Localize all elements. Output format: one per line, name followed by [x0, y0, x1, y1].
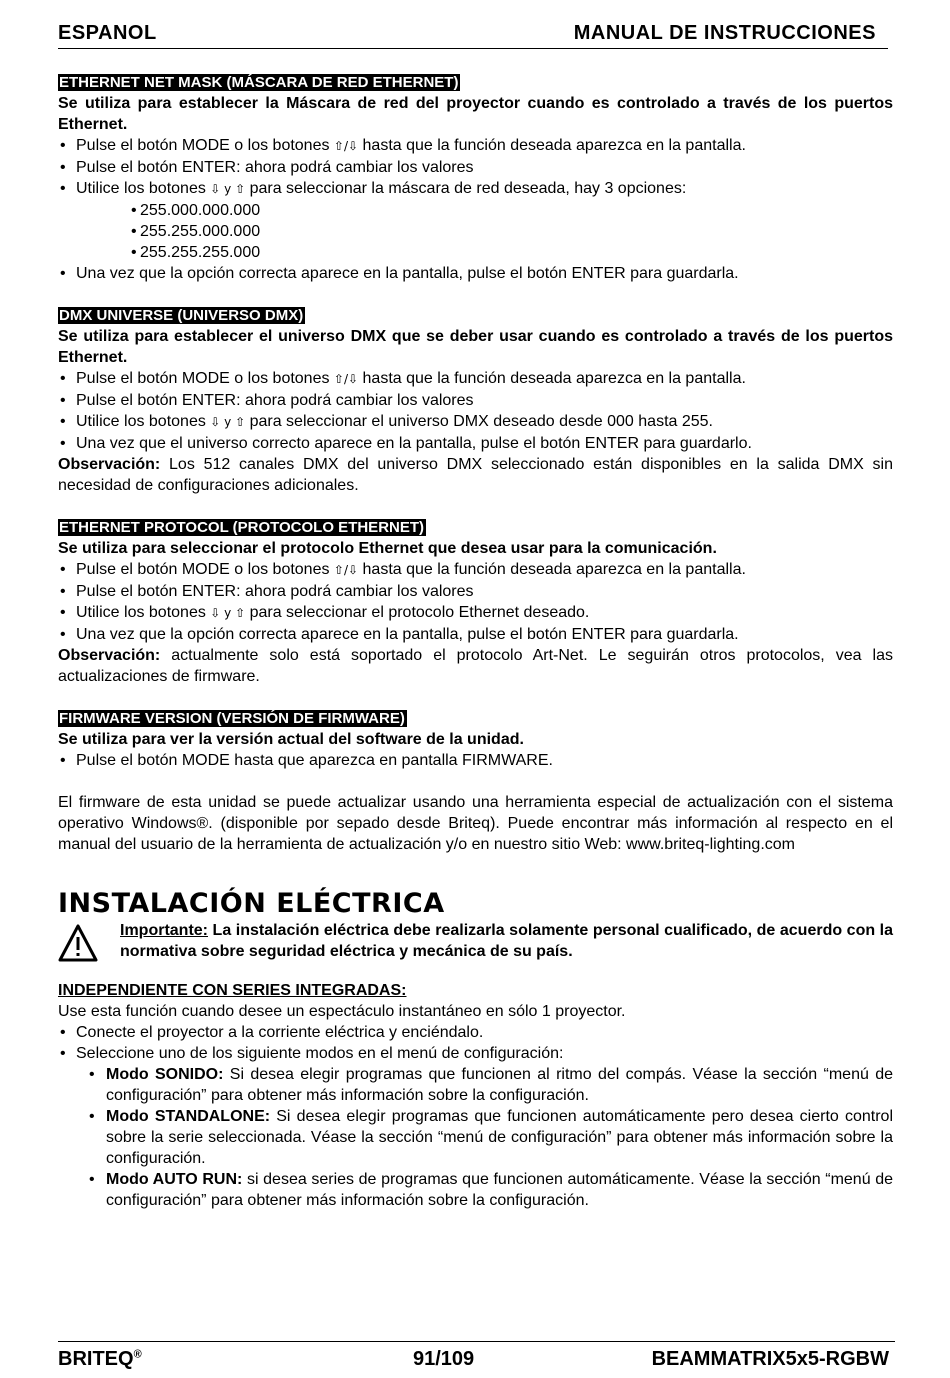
subsection-title: INDEPENDIENTE CON SERIES INTEGRADAS: — [58, 982, 407, 999]
list-item: • 255.255.255.000 — [131, 242, 893, 263]
list-item: • Pulse el botón ENTER: ahora podrá cambiar los valores — [58, 581, 893, 602]
firmware-paragraph: El firmware de esta unidad se puede actualizar usando una herramienta especial de actualización con el sistema operativo Windows®. (disponible por sepado desde Briteq). Puede encontrar más información al respecto en el manual del usuario de la herramienta de actualización y/o en nuestro sitio Web: www.briteq-lighting.com — [58, 794, 893, 853]
bullet-list — [58, 368, 893, 454]
warning-label: Importante: — [120, 922, 208, 939]
section-title: DMX UNIVERSE (UNIVERSO DMX) — [59, 307, 304, 324]
bullet-list — [58, 750, 893, 771]
list-item: • Pulse el botón ENTER: ahora podrá cambiar los valores — [58, 157, 893, 178]
section-title: ETHERNET PROTOCOL (PROTOCOLO ETHERNET) — [59, 519, 425, 536]
arrow-down-up-icon: ⇩ y ⇧ — [210, 415, 246, 429]
list-item: • Conecte el proyector a la corriente eléctrica y enciéndalo. — [58, 1022, 893, 1043]
section-intro: Se utiliza para establecer la Máscara de red del proyector cuando es controlado a través de los puertos Ethernet. — [58, 95, 893, 133]
mode-item: • Modo SONIDO: Si desea elegir programas que funcionen al ritmo del compás. Véase la sección “menú de configuración” para obtener más información sobre la configuración. — [106, 1064, 893, 1106]
bullet-list — [58, 135, 893, 200]
section-intro: Se utiliza para establecer el universo DMX que se deber usar cuando es controlado a través de los puertos Ethernet. — [58, 328, 893, 366]
arrow-down-up-icon: ⇩ y ⇧ — [210, 182, 246, 196]
bullet-list — [58, 559, 893, 645]
chapter-heading: INSTALACIÓN ELÉCTRICA — [58, 888, 445, 919]
section-intro: Se utiliza para ver la versión actual del software de la unidad. — [58, 731, 524, 748]
arrow-up-down-icon: ⇧/⇩ — [333, 139, 359, 153]
section-dmx-universe — [58, 305, 893, 496]
list-item: • Utilice los botones ⇩ y ⇧ para seleccionar el protocolo Ethernet deseado. — [58, 602, 893, 624]
list-item: • Pulse el botón ENTER: ahora podrá cambiar los valores — [58, 390, 893, 411]
mask-options — [58, 200, 893, 263]
note-label: Observación: — [58, 647, 161, 664]
note-label: Observación: — [58, 456, 161, 473]
mode-list — [58, 1064, 893, 1211]
arrow-up-down-icon: ⇧/⇩ — [333, 372, 359, 386]
list-item: • Una vez que la opción correcta aparece en la pantalla, pulse el botón ENTER para guardarla. — [58, 263, 893, 284]
warning-triangle-icon — [58, 923, 98, 963]
mode-item: • Modo STANDALONE: Si desea elegir programas que funcionen automáticamente pero desea cierto control sobre la serie seleccionada. Véase la sección “menú de configuración” para obtener más información sobre la configuración. — [106, 1106, 893, 1169]
note: Observación: Los 512 canales DMX del universo DMX seleccionado están disponibles en la salida DMX sin necesidad de configuraciones adicionales. — [58, 456, 893, 494]
section-ethernet-protocol — [58, 517, 893, 687]
footer-model: BEAMMATRIX5x5-RGBW — [651, 1348, 889, 1370]
arrow-down-up-icon: ⇩ y ⇧ — [210, 606, 246, 620]
list-item: • Seleccione uno de los siguiente modos en el menú de configuración: — [58, 1043, 893, 1064]
arrow-up-down-icon: ⇧/⇩ — [333, 563, 359, 577]
subsection-intro: Use esta función cuando desee un espectáculo instantáneo en sólo 1 proyector. — [58, 1003, 626, 1020]
page-footer — [58, 1341, 895, 1372]
page-content — [58, 72, 893, 1211]
list-item: • Utilice los botones ⇩ y ⇧ para seleccionar el universo DMX deseado desde 000 hasta 255. — [58, 411, 893, 433]
list-item: • Pulse el botón MODE hasta que aparezca en pantalla FIRMWARE. — [58, 750, 893, 771]
section-intro: Se utiliza para seleccionar el protocolo Ethernet que desea usar para la comunicación. — [58, 540, 717, 557]
warning-text: Importante: La instalación eléctrica debe realizarla solamente personal cualificado, de acuerdo con la normativa sobre seguridad eléctrica y mecánica de su país. — [120, 922, 893, 960]
list-item: • Utilice los botones ⇩ y ⇧ para seleccionar la máscara de red deseada, hay 3 opciones: — [58, 178, 893, 200]
section-firmware-version — [58, 708, 893, 855]
section-net-mask — [58, 72, 893, 284]
section-electrical-installation — [58, 888, 893, 1211]
note: Observación: actualmente solo está soportado el protocolo Art-Net. Le seguirán otros protocolos, vea las actualizaciones de firmware. — [58, 647, 893, 685]
mode-item: • Modo AUTO RUN: si desea series de programas que funcionen automáticamente. Véase la sección “menú de configuración” para obtener más información sobre la configuración. — [106, 1169, 893, 1211]
list-item: • Pulse el botón MODE o los botones ⇧/⇩ hasta que la función deseada aparezca en la pantalla. — [58, 559, 893, 581]
list-item: • 255.255.000.000 — [131, 221, 893, 242]
list-item: • Una vez que el universo correcto aparece en la pantalla, pulse el botón ENTER para guardarlo. — [58, 433, 893, 454]
list-item: • Pulse el botón MODE o los botones ⇧/⇩ hasta que la función deseada aparezca en la pantalla. — [58, 368, 893, 390]
warning-block — [58, 920, 893, 966]
page-number: 91/109 — [413, 1348, 475, 1370]
section-title: FIRMWARE VERSION (VERSIÓN DE FIRMWARE) — [59, 710, 405, 727]
section-title: ETHERNET NET MASK (MÁSCARA DE RED ETHERNET) — [59, 74, 459, 91]
list-item: • Una vez que la opción correcta aparece en la pantalla, pulse el botón ENTER para guardarla. — [58, 624, 893, 645]
header-language: ESPANOL — [58, 22, 157, 44]
header-manual-title: MANUAL DE INSTRUCCIONES — [573, 22, 876, 44]
bullet-list — [58, 1022, 893, 1064]
list-item: • 255.000.000.000 — [131, 200, 893, 221]
bullet-list — [58, 263, 893, 284]
footer-brand: BRITEQ® — [58, 1348, 142, 1370]
page-header — [58, 20, 888, 49]
list-item: • Pulse el botón MODE o los botones ⇧/⇩ hasta que la función deseada aparezca en la pantalla. — [58, 135, 893, 157]
